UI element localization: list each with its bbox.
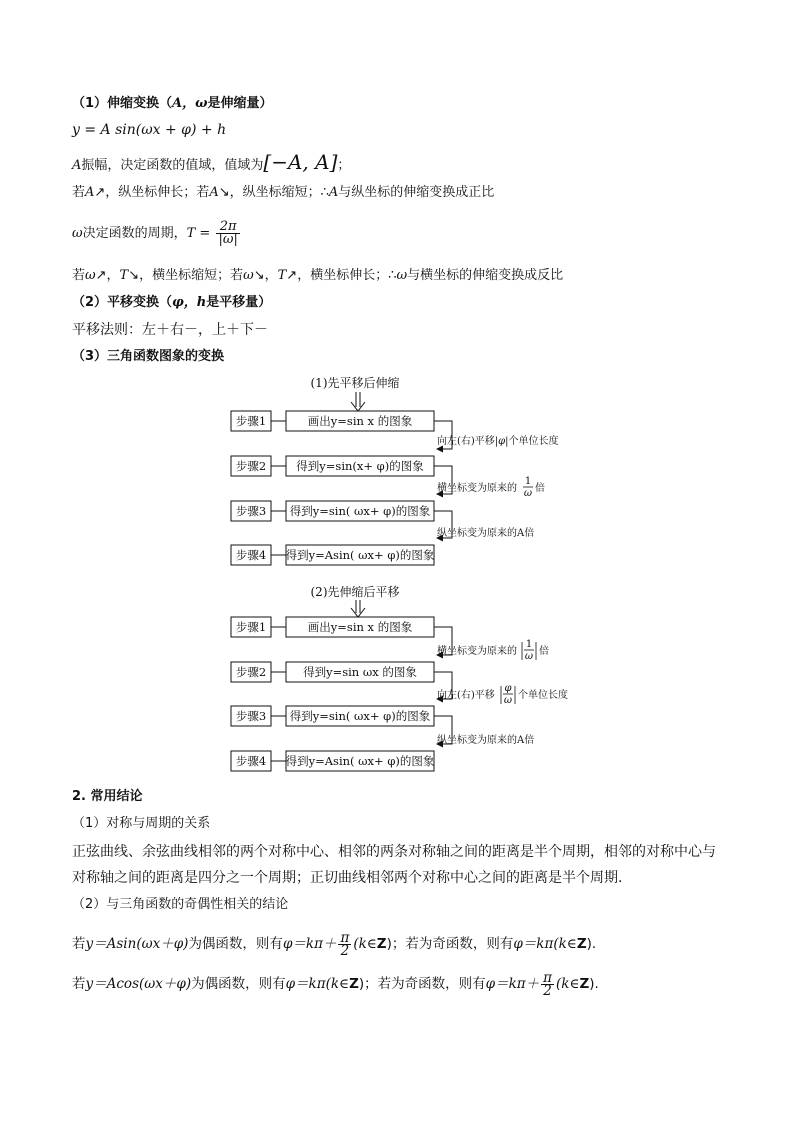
- svg-text:横坐标变为原来的: 横坐标变为原来的: [437, 646, 517, 657]
- period-fraction: $\frac{2\pi}{|\omega|}$: [218, 219, 238, 247]
- flow2-title: (2)先伸缩后平移: [310, 585, 400, 599]
- svg-text:得到y=Asin( ωx+ φ)的图象: 得到y=Asin( ωx+ φ)的图象: [285, 548, 435, 562]
- flowchart-2: [231, 584, 568, 771]
- svg-text:得到y=sin( ωx+ φ)的图象: 得到y=sin( ωx+ φ)的图象: [289, 504, 431, 518]
- flow2-label-1: [437, 639, 549, 662]
- shift-rule: 平移法则：左＋右－，上＋下－: [72, 322, 268, 338]
- svg-text:步骤1: 步骤1: [235, 414, 267, 428]
- sub-parity: （2）与三角函数的奇偶性相关的结论: [72, 897, 289, 912]
- general-formula: y = A sin(ωx + φ) + h: [72, 122, 227, 138]
- flow1-step-3: [231, 501, 434, 521]
- heading-common-conclusions: 2. 常用结论: [72, 789, 143, 804]
- flow1-title: (1)先平移后伸缩: [310, 376, 400, 390]
- svg-text:步骤1: 步骤1: [235, 620, 267, 634]
- flow2-label-2: [437, 683, 568, 706]
- svg-text:横坐标变为原来的: 横坐标变为原来的: [437, 483, 517, 494]
- svg-text:倍: 倍: [539, 646, 549, 657]
- svg-text:向左(右)平移: 向左(右)平移: [437, 690, 495, 701]
- svg-text:步骤4: 步骤4: [235, 548, 267, 562]
- svg-text:得到y=sin( ωx+ φ)的图象: 得到y=sin( ωx+ φ)的图象: [289, 709, 431, 723]
- period-rule: 若ω↗，T↘，横坐标缩短；若ω↘，T↗，横坐标伸长；∴ω与横坐标的伸缩变换成反比: [72, 268, 564, 283]
- svg-text:得到y=Asin( ωx+ φ)的图象: 得到y=Asin( ωx+ φ)的图象: [285, 754, 435, 768]
- heading-shift: （2）平移变换（φ，h是平移量）: [72, 295, 272, 310]
- svg-text:ω: ω: [523, 488, 533, 499]
- svg-text:得到y=sin(x+ φ)的图象: 得到y=sin(x+ φ)的图象: [296, 459, 424, 473]
- down-double-arrow-icon: [351, 600, 365, 617]
- svg-text:得到y=sin ωx 的图象: 得到y=sin ωx 的图象: [303, 665, 417, 679]
- range-bracket: [−A, A]: [263, 150, 338, 174]
- pi-over-2-fraction: $\frac{\pi}{2}$: [543, 969, 553, 999]
- svg-text:步骤4: 步骤4: [235, 754, 267, 768]
- flowchart-1: [231, 375, 559, 565]
- flow2-step-1: [231, 617, 434, 637]
- heading-graph-transform: （3）三角函数图象的变换: [72, 349, 225, 364]
- paragraph-line-1: 正弦曲线、余弦曲线相邻的两个对称中心、相邻的两条对称轴之间的距离是半个周期，相邻的对称中心与: [72, 844, 716, 860]
- svg-text:步骤3: 步骤3: [235, 709, 267, 723]
- flow1-step-2: [231, 456, 434, 476]
- flow1-step-4: [231, 545, 435, 565]
- flow1-step-1: [231, 411, 434, 431]
- heading-stretch: （1）伸缩变换（A，ω是伸缩量）: [72, 96, 273, 111]
- svg-text:步骤2: 步骤2: [235, 459, 267, 473]
- svg-text:ω: ω: [503, 695, 513, 706]
- svg-text:步骤2: 步骤2: [235, 665, 267, 679]
- svg-text:1: 1: [525, 639, 533, 650]
- svg-text:个单位长度: 个单位长度: [518, 690, 568, 701]
- flow1-label-2: [437, 476, 545, 499]
- parity-sin-statement: 若y＝Asin(ωx＋φ)为偶函数，则有φ＝kπ＋ $\frac{\pi}{2}$ (k∈Z)；若为奇函数，则有φ＝kπ(k∈Z).: [72, 929, 597, 959]
- parity-cos-statement: 若y＝Acos(ωx＋φ)为偶函数，则有φ＝kπ(k∈Z)；若为奇函数，则有φ＝kπ＋ $\frac{\pi}{2}$ (k∈Z).: [72, 969, 599, 999]
- period-desc: ω决定函数的周期，T = $\frac{2\pi}{|\omega|}$: [72, 219, 238, 247]
- amplitude-desc: A振幅，决定函数的值域，值域为[−A, A]；: [72, 150, 351, 174]
- paragraph-line-2: 对称轴之间的距离是四分之一个周期；正切曲线相邻两个对称中心之间的距离是半个周期.: [72, 870, 623, 886]
- svg-text:1: 1: [524, 476, 532, 487]
- amplitude-rule: 若A↗，纵坐标伸长；若A↘，纵坐标缩短；∴A与纵坐标的伸缩变换成正比: [72, 185, 495, 200]
- pi-over-2-fraction: $\frac{\pi}{2}$: [340, 929, 350, 959]
- flow1-label-1: 向左(右)平移|φ|个单位长度: [437, 436, 559, 447]
- svg-text:φ: φ: [504, 683, 512, 694]
- flow2-step-4: [231, 751, 435, 771]
- flow2-label-3: 纵坐标变为原来的A倍: [437, 735, 535, 746]
- svg-text:ω: ω: [524, 651, 534, 662]
- svg-text:倍: 倍: [535, 483, 545, 494]
- sub-symmetry-period: （1）对称与周期的关系: [72, 816, 211, 831]
- svg-text:画出y=sin x 的图象: 画出y=sin x 的图象: [307, 620, 413, 634]
- down-double-arrow-icon: [351, 392, 365, 411]
- flow2-step-3: [231, 706, 434, 726]
- flow1-label-3: 纵坐标变为原来的A倍: [437, 528, 535, 539]
- flow2-step-2: [231, 662, 434, 682]
- svg-text:画出y=sin x 的图象: 画出y=sin x 的图象: [307, 414, 413, 428]
- svg-text:步骤3: 步骤3: [235, 504, 267, 518]
